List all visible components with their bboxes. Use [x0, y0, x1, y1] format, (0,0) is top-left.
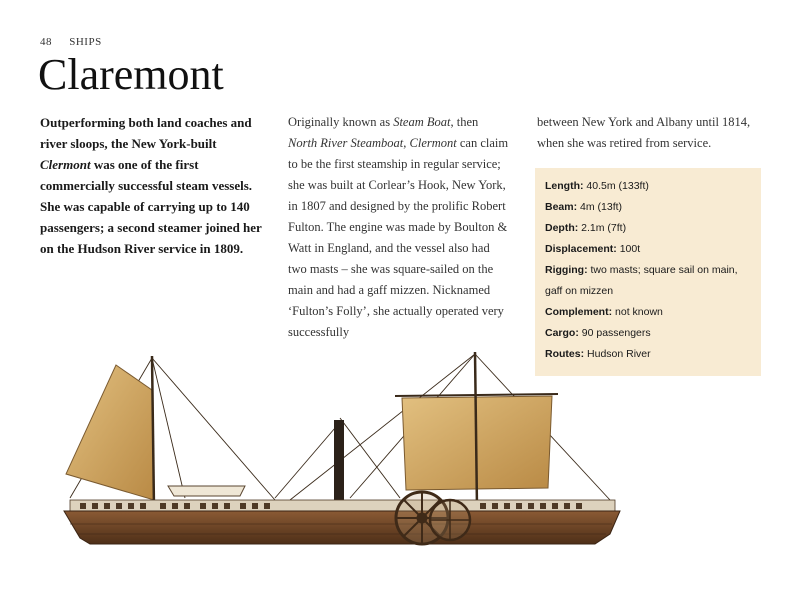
spec-rigging: [545, 260, 751, 302]
spec-value: 40.5m (133ft): [586, 180, 649, 192]
italic-run: North River Steamboat: [288, 136, 404, 150]
spec-label: Beam:: [545, 201, 578, 213]
spec-label: Length:: [545, 180, 584, 192]
spec-box: [535, 168, 761, 376]
page-title: Claremont: [38, 50, 224, 99]
italic-run: Steam Boat: [393, 115, 451, 129]
spec-label: Rigging:: [545, 264, 588, 276]
spec-beam: [545, 197, 751, 218]
text-run: was one of the first commercially successful steam vessels. She was capable of carrying up to 140 passengers; a second steamer joined her on the Hudson River service in 1809.: [40, 157, 262, 256]
spec-value: Hudson River: [587, 348, 651, 360]
hull: [64, 511, 620, 544]
spec-label: Displacement:: [545, 243, 617, 255]
spec-value: 2.1m (7ft): [581, 222, 627, 234]
italic-run: Clermont: [409, 136, 457, 150]
spec-cargo: [545, 323, 751, 344]
spec-value: 90 passengers: [581, 327, 651, 339]
body-column-2: [288, 112, 510, 343]
smokestack: [334, 420, 344, 502]
spec-value: not known: [615, 306, 663, 318]
spec-label: Complement:: [545, 306, 613, 318]
spec-value: two masts; square sail on main, gaff on mizzen: [545, 264, 738, 297]
text-run: ,: [403, 136, 410, 150]
page-number: 48: [40, 36, 52, 48]
spec-value: 4m (13ft): [580, 201, 623, 213]
mizzen-sail: [66, 365, 154, 500]
spec-label: Depth:: [545, 222, 579, 234]
body-column-3: [537, 112, 769, 154]
text-run: can claim to be the first steamship in regular service; she was built at Corlear’s Hook, New York, in 1807 and designed by the prolific Robert Fulton. The engine was made by Boulton & Watt in England, and the vessel also had two masts – she was square-sailed on the main and had a gaff mizzen. Nicknamed ‘Fulton’s Folly’, she actually operated very successfully: [288, 136, 509, 339]
spec-value: 100t: [619, 243, 641, 255]
intro-paragraph: [40, 112, 265, 259]
running-header: [40, 36, 102, 48]
text-run: between New York and Albany until 1814, when she was retired from service.: [537, 115, 751, 150]
spec-label: Routes:: [545, 348, 585, 360]
section-label: SHIPS: [69, 36, 102, 48]
italic-run: Clermont: [40, 157, 91, 172]
spec-length: [545, 176, 751, 197]
text-run: , then: [450, 115, 479, 129]
text-run: Outperforming both land coaches and river sloops, the New York-built: [40, 115, 252, 151]
text-run: Originally known as: [288, 115, 394, 129]
ship-boat: [168, 486, 245, 496]
spec-depth: [545, 218, 751, 239]
spec-displacement: [545, 239, 751, 260]
spec-complement: [545, 302, 751, 323]
ship-illustration: [50, 348, 630, 558]
spec-label: Cargo:: [545, 327, 579, 339]
